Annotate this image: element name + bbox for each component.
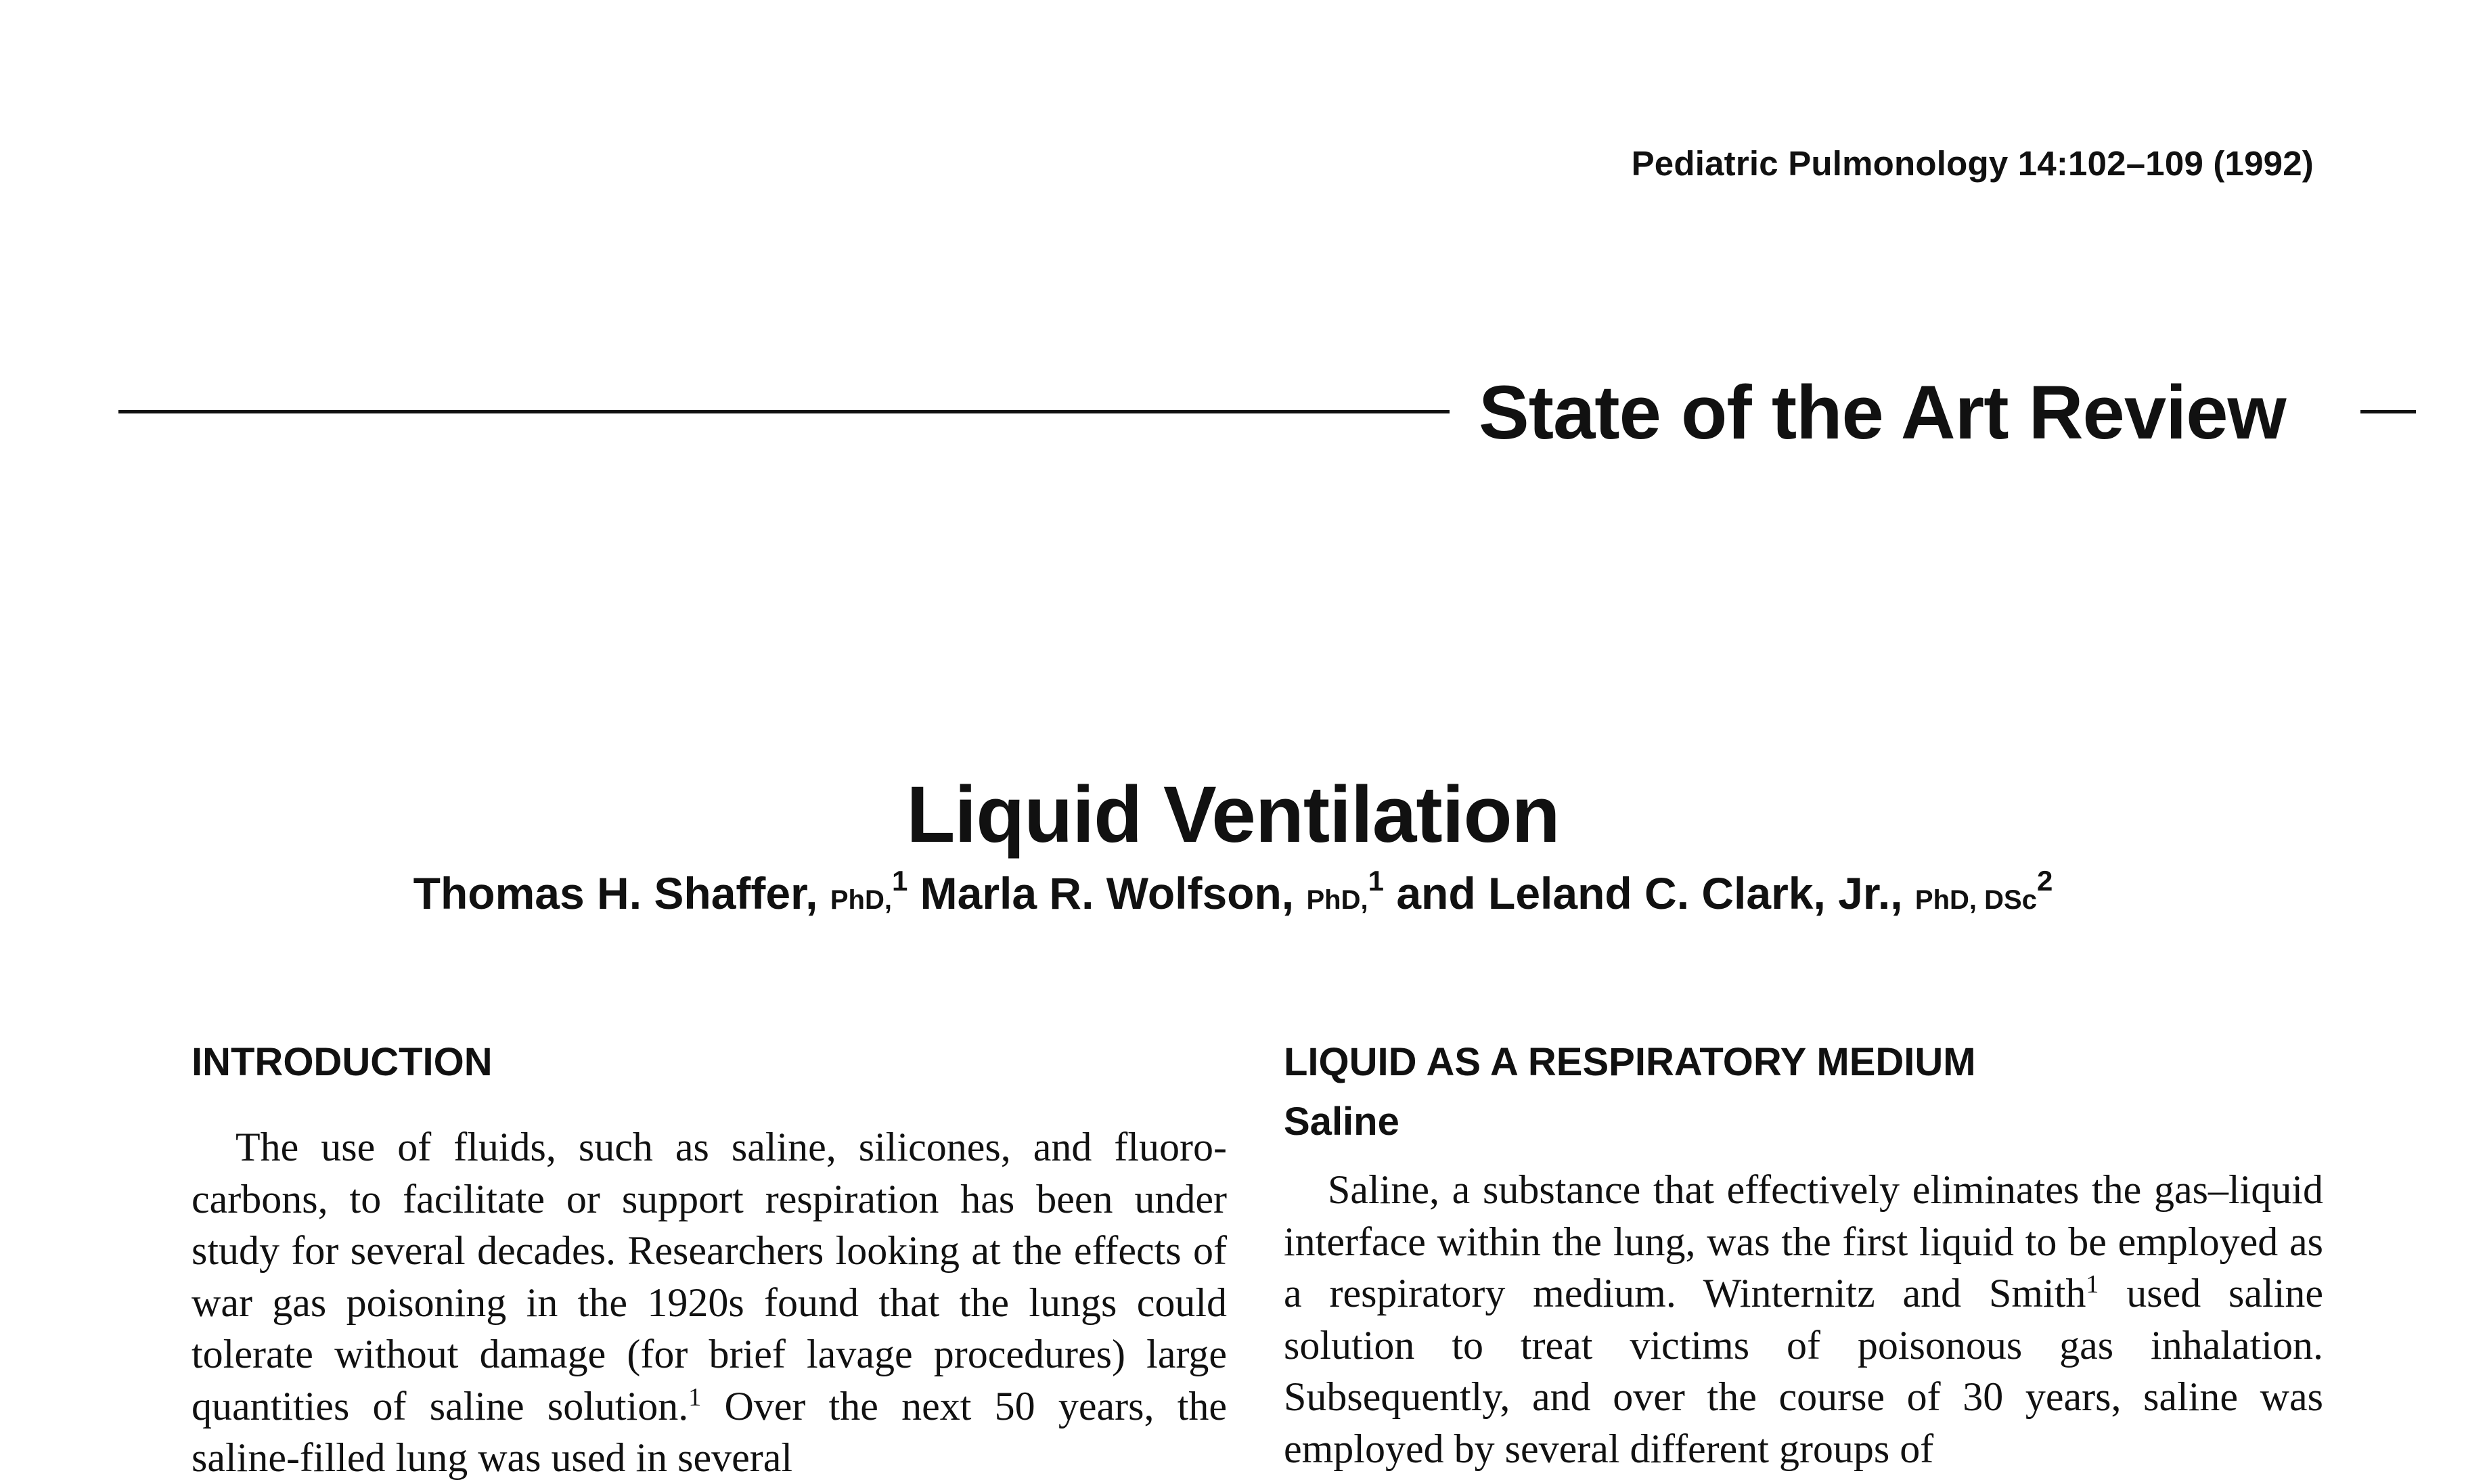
- author-name: Marla R. Wolfson,: [920, 868, 1295, 918]
- respiratory-medium-heading: LIQUID AS A RESPIRATORY MEDIUM: [1284, 1040, 1976, 1084]
- author-degree: PhD,: [830, 885, 892, 915]
- banner-rule-right: [2360, 410, 2416, 413]
- journal-citation: Pediatric Pulmonology 14:102–109 (1992): [1631, 144, 2314, 183]
- right-column: [1284, 1039, 2323, 1475]
- article-title: Liquid Ventilation: [906, 770, 1560, 860]
- paragraph-text: Saline, a substance that effectively eliminates the gas–liquid interface within the lung, was the first liquid to be employed as a respiratory medium. Winternitz and Smith: [1284, 1167, 2323, 1316]
- section-banner: [118, 369, 2416, 457]
- introduction-paragraph: [192, 1121, 1227, 1484]
- author-affiliation: 2: [2036, 865, 2053, 897]
- author-degree: PhD, DSc: [1914, 885, 2037, 915]
- saline-subheading: Saline: [1284, 1100, 1399, 1144]
- reference-marker: 1: [688, 1382, 702, 1412]
- author-name: and Leland C. Clark, Jr.,: [1396, 868, 1903, 918]
- left-column: [192, 1039, 1227, 1484]
- author-degree: PhD,: [1306, 885, 1368, 915]
- saline-paragraph: [1284, 1164, 2323, 1475]
- paragraph-text: Over the next 50 years, the saline-filled lung was used in several: [192, 1383, 1227, 1480]
- author-name: Thomas H. Shaffer,: [413, 868, 818, 918]
- section-banner-text: State of the Art Review: [1479, 370, 2286, 455]
- paragraph-text: used saline solution to treat victims of poisonous gas inhalation. Subsequently, and over the course of 30 years, saline was employed by several different groups of: [1284, 1271, 2323, 1471]
- reference-marker: 1: [2086, 1270, 2099, 1299]
- introduction-heading: INTRODUCTION: [192, 1040, 493, 1084]
- banner-rule-left: [118, 410, 1450, 413]
- author-list: [0, 866, 2466, 927]
- author-affiliation: 1: [891, 865, 908, 897]
- paragraph-text: The use of fluids, such as saline, silicones, and fluorocarbons, to facilitate or support respiration has been under study for several decades. Researchers looking at the effects of war gas poisoning in the 1920s found that the lungs could tolerate without damage (for brief lavage procedures) large quantities of saline solution.: [192, 1125, 1227, 1429]
- author-affiliation: 1: [1368, 865, 1384, 897]
